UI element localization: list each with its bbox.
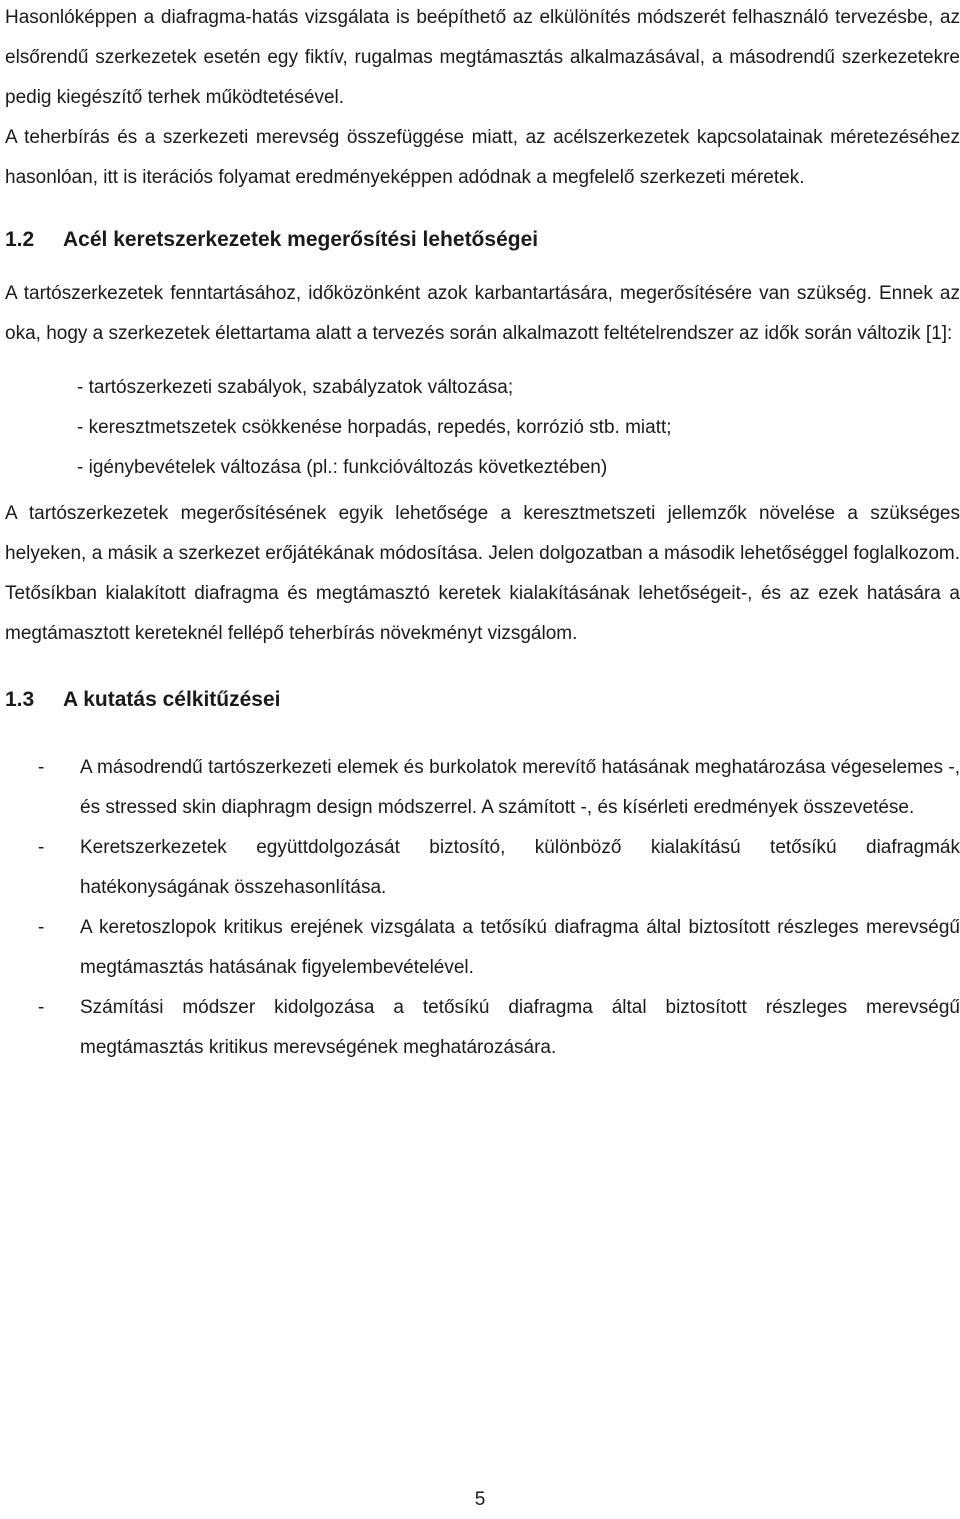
- list-item: - igénybevételek változása (pl.: funkcióváltozás következtében): [77, 457, 608, 478]
- goals-list: [5, 748, 960, 1068]
- reasons-list: [5, 368, 960, 488]
- list-item-text: A keretoszlopok kritikus erejének vizsgálata a tetősíkú diafragma által biztosított részleges merevségű megtámasztás hatásának figyelembevételével.: [80, 917, 960, 978]
- list-item-text: Keretszerkezetek együttdolgozását biztosító, különböző kialakítású tetősíkú diafragmák hatékonyságának összehasonlítása.: [80, 837, 960, 898]
- section-title: A kutatás célkitűzései: [63, 688, 281, 711]
- list-dash: -: [38, 917, 45, 938]
- paragraph-strengthening: A tartószerkezetek megerősítésének egyik lehetősége a keresztmetszeti jellemzők növelése a szükséges helyeken, a másik a szerkezet erőjátékának módosítása. Jelen dolgozatban a második lehetőséggel foglalkozom. Tetősíkban kialakított diafragma és megtámasztó keretek kialakításának lehetőségeit-, és az ezek hatására a megtámasztott kereteknél fellépő teherbírás növekményt vizsgálom.: [5, 503, 960, 644]
- list-item: [5, 988, 960, 1068]
- list-item: - tartószerkezeti szabályok, szabályzatok változása;: [77, 377, 514, 398]
- paragraph-maintenance: A tartószerkezetek fenntartásához, időközönként azok karbantartására, megerősítésére van szükség. Ennek az oka, hogy a szerkezetek élettartama alatt a tervezés során alkalmazott feltételrendszer az idők során változik [1]:: [5, 283, 960, 344]
- list-dash: -: [38, 837, 45, 858]
- list-item: - keresztmetszetek csökkenése horpadás, repedés, korrózió stb. miatt;: [77, 417, 672, 438]
- section-title: Acél keretszerkezetek megerősítési lehetőségei: [63, 228, 539, 251]
- list-item: [5, 908, 960, 988]
- paragraph-diaphragm-design: Hasonlóképpen a diafragma-hatás vizsgálata is beépíthető az elkülönítés módszerét felhasználó tervezésbe, az elsőrendű szerkezetek esetén egy fiktív, rugalmas megtámasztás alkalmazásával, a másodrendű szerkezetekre pedig kiegészítő terhek működtetésével.: [5, 7, 960, 108]
- list-item: [5, 748, 960, 828]
- list-dash: -: [38, 997, 45, 1018]
- list-item-text: Számítási módszer kidolgozása a tetősíkú diafragma által biztosított részleges merevségű megtámasztás kritikus merevségének meghatározására.: [80, 997, 960, 1058]
- section-number: 1.2: [5, 228, 35, 251]
- section-number: 1.3: [5, 688, 35, 711]
- page-number: 5: [474, 1489, 486, 1510]
- section-heading-1-3: [5, 680, 960, 720]
- document-page: [5, 0, 960, 1068]
- list-item: [5, 828, 960, 908]
- list-dash: -: [38, 757, 45, 778]
- paragraph-iteration: A teherbírás és a szerkezeti merevség összefüggése miatt, az acélszerkezetek kapcsolatainak méretezéséhez hasonlóan, itt is iterációs folyamat eredményeképpen adódnak a megfelelő szerkezeti méretek.: [5, 127, 960, 188]
- list-item-text: A másodrendű tartószerkezeti elemek és burkolatok merevítő hatásának meghatározása végeselemes -, és stressed skin diaphragm design módszerrel. A számított -, és kísérleti eredmények összevetése.: [80, 757, 960, 818]
- section-heading-1-2: [5, 220, 960, 260]
